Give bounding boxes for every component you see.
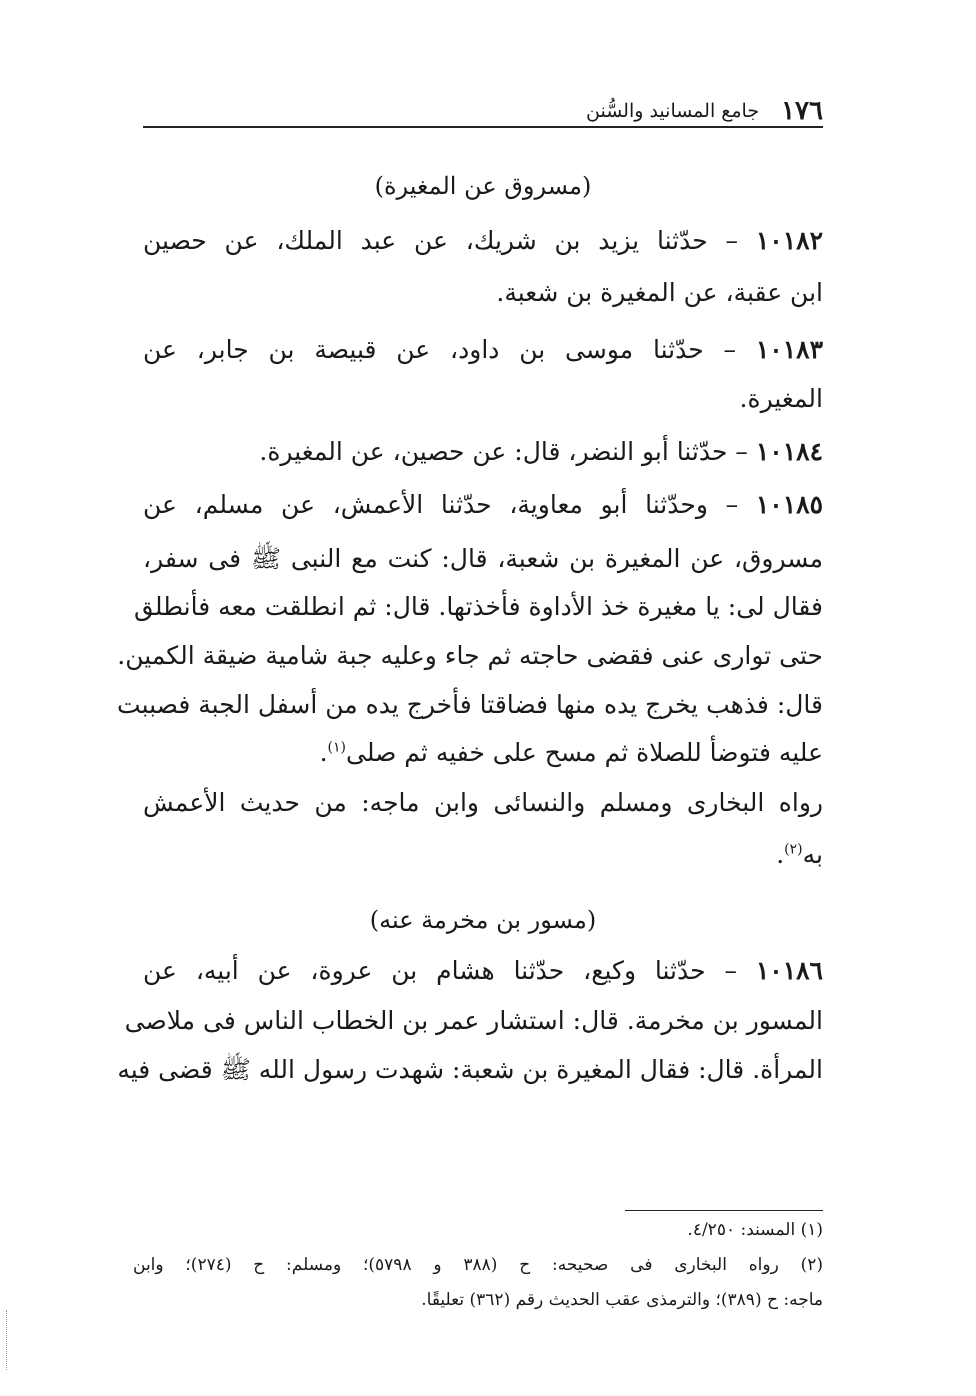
footnote-2-line-1: (٢) رواه البخارى فى صحيحه: ح (٣٨٨ و ٥٧٩٨)؛ ومسلم: ح (٢٧٤)؛ وابن: [133, 1255, 823, 1275]
hadith-10185-line-3: فقال لى: يا مغيرة خذ الأداوة فأخذتها. قال: ثم انطلقت معه فأنطلق: [133, 592, 823, 621]
margin-mark: [6, 1310, 7, 1370]
hadith-10183-line-2: المغيرة.: [739, 384, 823, 413]
hadith-number: ١٠١٨٣: [755, 335, 823, 364]
hadith-number: ١٠١٨٥: [755, 490, 823, 519]
hadith-10182-line-1: ١٠١٨٢ – حدّثنا يزيد بن شريك، عن عبد الملك، عن حصين: [143, 226, 823, 255]
hadith-10186-line-2: المسور بن مخرمة. قال: استشار عمر بن الخطاب الناس فى ملاصى: [124, 1006, 823, 1035]
running-header: [143, 88, 823, 126]
section-heading: (مسروق عن المغيرة): [374, 172, 592, 200]
hadith-number: ١٠١٨٢: [755, 226, 823, 255]
hadith-10185-line-4: حتى توارى عنى فقضى حاجته ثم جاء وعليه جبة شامية ضيقة الكمين.: [117, 641, 823, 670]
takhrij-line-2: به$^{(٢)}$.: [776, 840, 823, 869]
footnote-2-line-2: ماجه: ح (٣٨٩)؛ والترمذى عقب الحديث رقم (٣٦٢) تعليقًا.: [421, 1290, 823, 1310]
hadith-10186-line-1: ١٠١٨٦ – حدّثنا وكيع، حدّثنا هشام بن عروة، عن أبيه، عن: [143, 956, 823, 985]
hadith-number: ١٠١٨٦: [755, 956, 823, 985]
hadith-10186-line-3: المرأة. قال: فقال المغيرة بن شعبة: شهدت رسول الله ﷺ قضى فيه: [117, 1055, 823, 1084]
hadith-10185-line-1: ١٠١٨٥ – وحدّثنا أبو معاوية، حدّثنا الأعمش، عن مسلم، عن: [143, 490, 823, 519]
footnote-1: (١) المسند: ٤/٢٥٠.: [687, 1220, 823, 1240]
takhrij-line-1: رواه البخارى ومسلم والنسائى وابن ماجه: من حديث الأعمش: [143, 788, 823, 817]
header-rule: [143, 126, 823, 128]
book-title: جامع المسانيد والسُّنن: [586, 100, 760, 122]
section-heading: (مسور بن مخرمة عنه): [369, 906, 597, 934]
hadith-10185-line-2: مسروق، عن المغيرة بن شعبة، قال: كنت مع النبى ﷺ فى سفر،: [143, 544, 823, 573]
footnote-rule: [625, 1210, 823, 1211]
hadith-10185-line-5: قال: فذهب يخرج يده منها فضاقتا فأخرج يده من أسفل الجبة فصببت: [117, 690, 823, 719]
hadith-10182-line-2: ابن عقبة، عن المغيرة بن شعبة.: [496, 278, 823, 307]
footnote-ref: (٢): [784, 841, 803, 858]
footnote-ref: (١): [327, 739, 346, 756]
hadith-number: ١٠١٨٤: [755, 437, 823, 466]
hadith-10184-line-1: ١٠١٨٤ – حدّثنا أبو النضر، قال: عن حصين، عن المغيرة.: [259, 437, 823, 466]
page-number: ١٧٦: [781, 96, 823, 126]
hadith-10185-line-6: عليه فتوضأ للصلاة ثم مسح على خفيه ثم صلى$^{(١)}$.: [319, 738, 823, 767]
hadith-10183-line-1: ١٠١٨٣ – حدّثنا موسى بن داود، عن قبيصة بن جابر، عن: [143, 335, 823, 364]
